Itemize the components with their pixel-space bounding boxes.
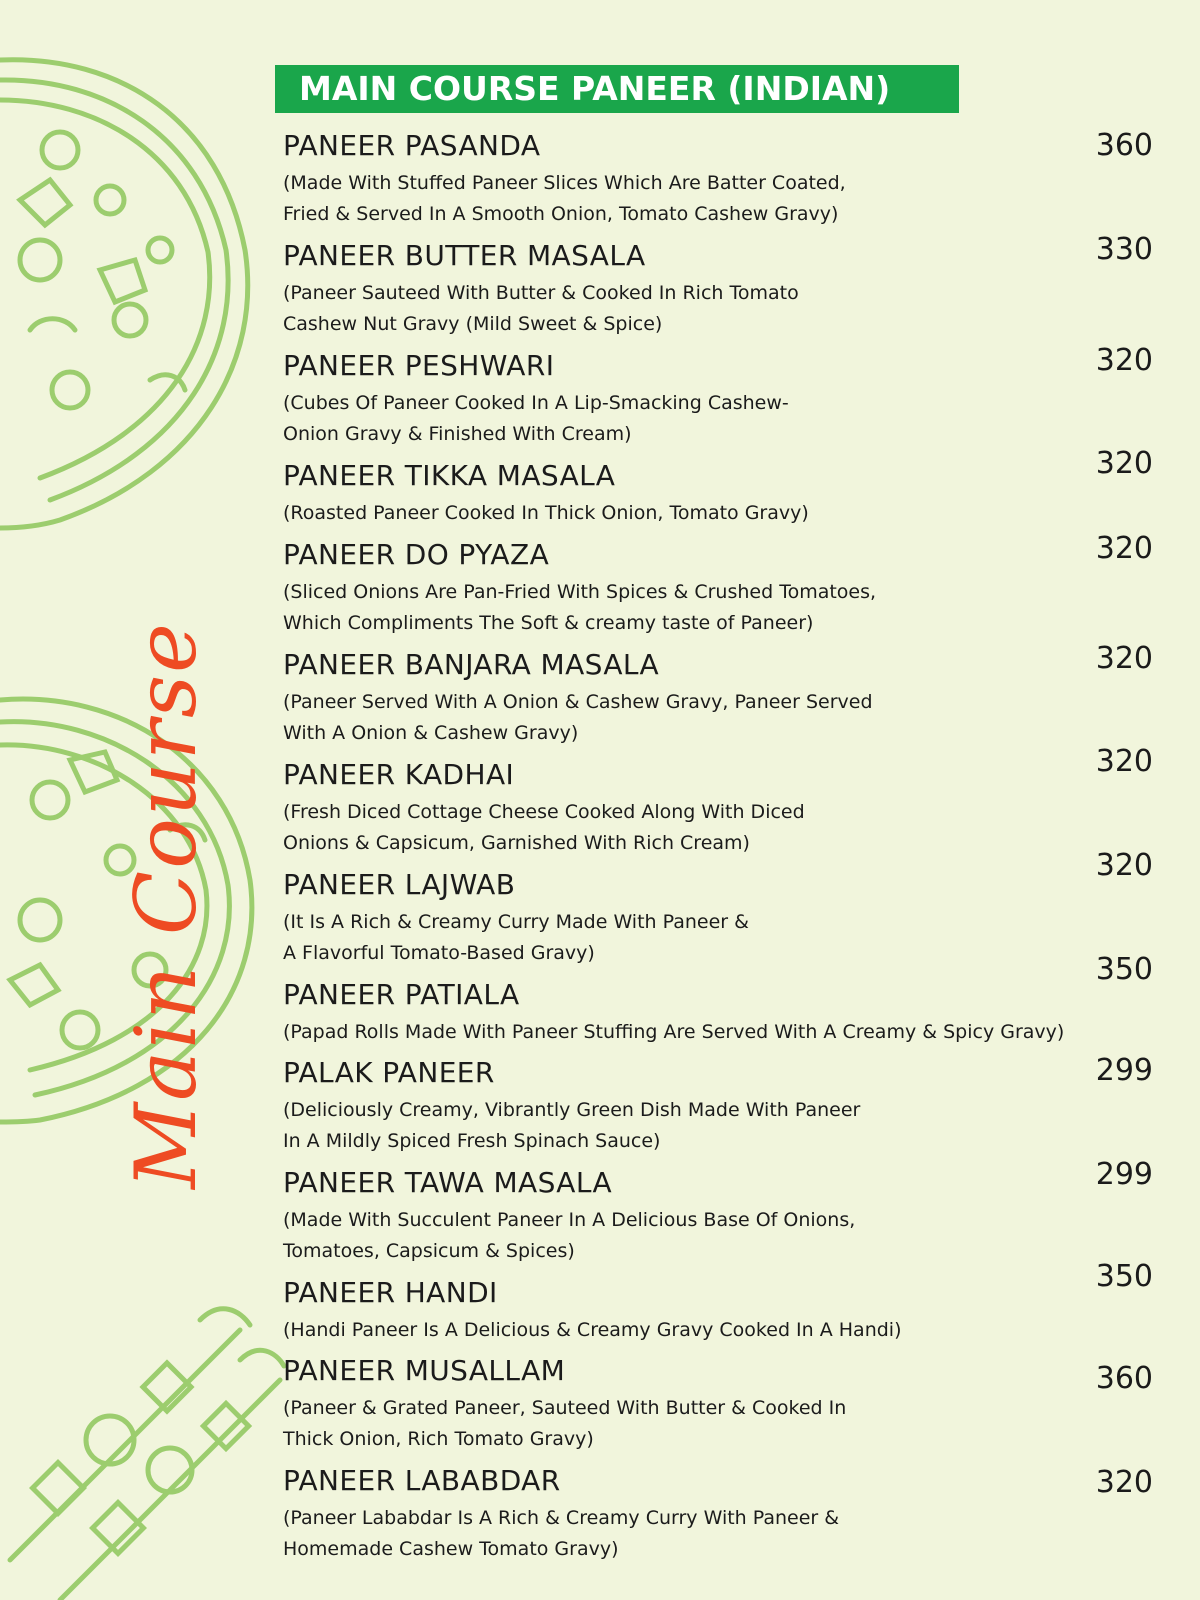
- side-title: Main Course: [117, 621, 215, 1189]
- item-description: (Paneer & Grated Paneer, Sauteed With Butter & Cooked In Thick Onion, Rich Tomato Gravy): [283, 1397, 847, 1450]
- item-price: 320: [1095, 1465, 1153, 1500]
- item-description: (Paneer Lababdar Is A Rich & Creamy Curry With Paneer & Homemade Cashew Tomato Gravy): [283, 1507, 840, 1560]
- item-name: PANEER MUSALLAM: [283, 1354, 566, 1387]
- item-price: 320: [1095, 446, 1153, 481]
- item-description: (Roasted Paneer Cooked In Thick Onion, Tomato Gravy): [283, 502, 809, 524]
- item-description: (Made With Succulent Paneer In A Delicious Base Of Onions, Tomatoes, Capsicum & Spices): [283, 1209, 856, 1262]
- menu-item: [283, 1259, 1163, 1349]
- item-description: (Made With Stuffed Paneer Slices Which Are Batter Coated, Fried & Served In A Smooth Onion, Tomato Cashew Gravy): [283, 172, 846, 225]
- item-name: PANEER HANDI: [283, 1276, 498, 1309]
- menu-item: [283, 344, 1163, 454]
- menu-item: [283, 234, 1163, 344]
- menu-item: [283, 952, 1163, 1051]
- menu-item: [283, 848, 1163, 973]
- item-price: 320: [1095, 848, 1153, 883]
- item-description: (Paneer Served With A Onion & Cashew Gravy, Paneer Served With A Onion & Cashew Gravy): [283, 691, 873, 744]
- item-name: PANEER KADHAI: [283, 758, 515, 791]
- item-description: (Handi Paneer Is A Delicious & Creamy Gravy Cooked In A Handi): [283, 1319, 902, 1341]
- item-description: (It Is A Rich & Creamy Curry Made With Paneer & A Flavorful Tomato-Based Gravy): [283, 911, 749, 964]
- item-name: PANEER BUTTER MASALA: [283, 239, 646, 272]
- item-name: PANEER LABABDAR: [283, 1464, 561, 1497]
- item-price: 350: [1095, 1259, 1153, 1294]
- page-title: MAIN COURSE PANEER (INDIAN): [275, 65, 959, 113]
- menu-item: [283, 643, 1163, 753]
- item-price: 360: [1095, 128, 1153, 163]
- menu-item: [283, 1349, 1163, 1459]
- item-description: (Fresh Diced Cottage Cheese Cooked Along With Diced Onions & Capsicum, Garnished With Rich Cream): [283, 801, 805, 854]
- item-description: (Papad Rolls Made With Paneer Stuffing Are Served With A Creamy & Spicy Gravy): [283, 1021, 1065, 1043]
- pizza-sketch-icon: [0, 60, 248, 528]
- menu-item: [283, 124, 1163, 234]
- item-price: 330: [1095, 232, 1153, 267]
- menu-item: [283, 533, 1163, 643]
- item-name: PANEER TAWA MASALA: [283, 1166, 613, 1199]
- menu-list: [283, 124, 1163, 1569]
- menu-item: [283, 1051, 1163, 1161]
- item-price: 350: [1095, 952, 1153, 987]
- item-description: (Paneer Sauteed With Butter & Cooked In Rich Tomato Cashew Nut Gravy (Mild Sweet & Spice): [283, 282, 799, 335]
- item-name: PANEER DO PYAZA: [283, 538, 550, 571]
- item-name: PANEER PATIALA: [283, 978, 520, 1011]
- menu-item: [283, 1157, 1163, 1271]
- item-price: 320: [1095, 641, 1153, 676]
- item-name: PANEER BANJARA MASALA: [283, 648, 660, 681]
- menu-item: [283, 1459, 1163, 1569]
- item-price: 320: [1095, 744, 1153, 779]
- item-description: (Sliced Onions Are Pan-Fried With Spices & Crushed Tomatoes, Which Compliments The Soft & creamy taste of Paneer): [283, 581, 877, 634]
- item-name: PANEER LAJWAB: [283, 868, 516, 901]
- item-description: (Deliciously Creamy, Vibrantly Green Dish Made With Paneer In A Mildly Spiced Fresh Spinach Sauce): [283, 1099, 861, 1152]
- item-description: (Cubes Of Paneer Cooked In A Lip-Smacking Cashew- Onion Gravy & Finished With Cream): [283, 392, 789, 445]
- item-price: 320: [1095, 343, 1153, 378]
- menu-item: [283, 744, 1163, 863]
- item-name: PANEER PESHWARI: [283, 349, 555, 382]
- item-name: PANEER PASANDA: [283, 129, 541, 162]
- item-price: 299: [1095, 1157, 1153, 1192]
- item-price: 320: [1095, 531, 1153, 566]
- item-price: 360: [1095, 1361, 1153, 1396]
- item-price: 299: [1095, 1053, 1153, 1088]
- item-name: PANEER TIKKA MASALA: [283, 459, 616, 492]
- menu-item: [283, 446, 1163, 533]
- kebab-skewer-icon: [10, 1309, 284, 1600]
- item-name: PALAK PANEER: [283, 1056, 495, 1089]
